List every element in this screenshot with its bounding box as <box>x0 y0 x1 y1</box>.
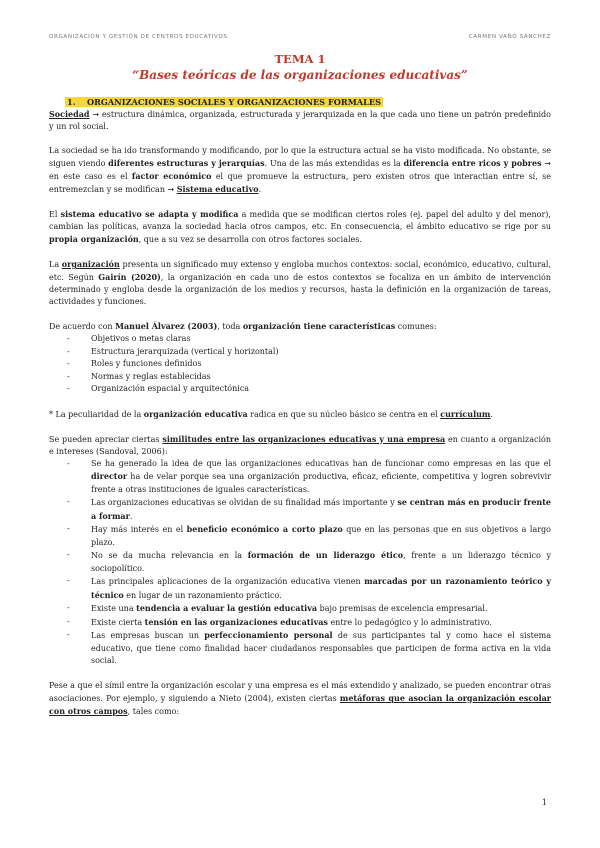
text-run: El <box>49 210 61 219</box>
text-run: . <box>129 511 133 521</box>
text-run: presenta un significado muy extenso y engloba muchos contextos: social, económico, educativo, cultural, etc. Según <box>49 260 552 282</box>
underlined-run: Sistema educativo <box>176 184 259 194</box>
running-header <box>49 34 551 40</box>
list-item <box>67 549 551 575</box>
list-item <box>67 575 551 602</box>
text-run: que en las personas que en sus objetivos a largo plazo. <box>91 525 551 547</box>
header-course-title: ORGANIZACIÓN Y GESTIÓN DE CENTROS EDUCATIVOS <box>49 34 228 40</box>
text-run: radica en que su núcleo básico se centra en el <box>247 409 441 419</box>
bold-run: organización tiene características <box>242 321 396 331</box>
text-run: . Una de las más extendidas es la <box>264 159 404 168</box>
similarities-list <box>49 458 551 668</box>
text-run: , frente a un liderazgo técnico y sociopolítico. <box>91 551 552 573</box>
text-run: Se ha generado la idea de que las organizaciones educativas han de funcionar como empresas en las que el <box>91 458 551 468</box>
list-item: - Normas y reglas establecidas <box>67 371 551 384</box>
section-heading <box>65 97 551 108</box>
text-run: , toda <box>217 322 243 331</box>
text-run: ha de velar porque sea una organización productiva, eficaz, eficiente, competitiva y logren sobrevivir frente a otras instituciones de iguales características. <box>91 472 551 494</box>
bold-run: se centran más en producir frente a formar <box>91 497 552 521</box>
page-number: 1 <box>541 798 547 807</box>
text-run: Existe cierta <box>91 617 145 627</box>
text-run: Las organizaciones educativas se olvidan de su finalidad más importante y <box>91 498 398 507</box>
bold-run: director <box>91 471 128 481</box>
text-run: en lugar de un razonamiento práctico. <box>123 590 282 600</box>
bold-run: beneficio económico a corto plazo <box>186 524 343 534</box>
bold-run: factor económico <box>131 171 212 181</box>
text-run: Las empresas buscan un <box>91 631 205 640</box>
bold-run: tensión en las organizaciones educativas <box>144 616 328 627</box>
paragraph-text: estructura dinámica, organizada, estructurada y jerarquizada en la que cada uno tiene un patrón predefinido y un rol social. <box>49 110 551 131</box>
section-heading-highlight <box>65 97 383 107</box>
list-item: - Estructura jerarquizada (vertical y horizontal) <box>67 346 551 359</box>
bold-run: formación de un liderazgo ético <box>247 550 404 560</box>
bold-run: sistema educativo se adapta y modifica <box>60 209 239 219</box>
paragraph-sociedad-transformacion <box>49 145 551 196</box>
arrow-glyph: ➞ <box>89 110 102 119</box>
characteristics-list <box>49 333 551 396</box>
list-item: - Objetivos o metas claras <box>67 333 551 346</box>
text-run: La <box>49 260 62 269</box>
list-item <box>67 602 551 616</box>
text-run: Pese a que el símil entre la organización escolar y una empresa es el más extendido y analizado, se pueden encontrar otras asociaciones. Por ejemplo, y siguiendo a Nieto (2004), existen ciertas <box>49 680 551 703</box>
bold-run: organización educativa <box>143 408 248 419</box>
underlined-run: metáforas que asocian la organización escolar con otros campos <box>49 692 552 716</box>
section-number: 1. <box>67 97 76 107</box>
paragraph-organizacion <box>49 258 551 308</box>
paragraph-caracteristicas <box>49 320 551 333</box>
header-author: CARMEN VAÑÓ SÁNCHEZ <box>468 34 551 40</box>
text-run: comunes: <box>395 322 437 331</box>
underlined-run: organización <box>61 259 120 269</box>
text-run: entre lo pedagógico y lo administrativo. <box>327 617 492 627</box>
text-run: a medida que se modifican ciertos roles (ej. papel del adulto y del menor), cambian las políticas, avanza la sociedad hacia otros campos, etc. En consecuencia, el ámbito educativo se rige por su <box>49 210 551 231</box>
text-run: * La peculiaridad de la <box>49 409 144 419</box>
text-run: Se pueden apreciar ciertas <box>49 434 163 444</box>
list-item <box>67 496 551 523</box>
paragraph-peculiaridad <box>49 408 551 421</box>
text-run: La sociedad se ha ido transformando y modificando, por lo que la estructura actual se ha visto modificada. No obstante, se siguen viendo <box>49 146 551 168</box>
bold-run: diferencia entre ricos y pobres <box>403 158 542 168</box>
bold-run: marcadas por un razonamiento teórico y técnico <box>91 576 551 600</box>
bold-run: tendencia a evaluar la gestión educativa <box>136 603 318 613</box>
bold-run: diferentes estructuras y jerarquías <box>108 158 265 168</box>
text-run: en cuanto a organización e intereses (Sandoval, 2006): <box>49 434 552 456</box>
page-title: TEMA 1 <box>274 52 326 66</box>
text-run: , que a su vez se desarrolla con otros factores sociales. <box>138 235 362 244</box>
paragraph-similitudes <box>49 433 551 458</box>
text-run: Las principales aplicaciones de la organización educativa vienen <box>91 577 365 586</box>
list-item: - Roles y funciones definidos <box>67 358 551 371</box>
text-run: , la organización en cada uno de estos contextos se focaliza en un ámbito de intervención determinado y engloba desde la organización de los medios y recursos, hasta la definición en la organización de tareas, actividades y funciones. <box>49 273 552 306</box>
list-item <box>67 458 551 497</box>
paragraph-sistema-educativo <box>49 208 551 246</box>
paragraph-sociedad <box>49 108 551 133</box>
term-sociedad: Sociedad <box>49 109 90 119</box>
list-item <box>67 523 551 549</box>
text-run: No se da mucha relevancia en la <box>91 551 248 560</box>
list-item: - Organización espacial y arquitectónica <box>67 383 551 396</box>
text-run: Hay más interés en el <box>91 525 187 534</box>
text-run: . <box>490 409 493 419</box>
text-run: de sus participantes tal y como hace el sistema educativo, que tiene como finalidad hacer ciudadanos responsables que participen de forma activa en la vida social. <box>91 631 551 665</box>
list-item <box>67 629 551 668</box>
bold-run: perfeccionamiento personal <box>204 630 333 640</box>
paragraph-metaforas <box>49 680 551 718</box>
bold-run: Gairín (2020) <box>98 272 161 282</box>
text-run: bajo premisas de excelencia empresarial. <box>317 604 488 613</box>
text-run: , tales como: <box>127 706 180 716</box>
text-run: De acuerdo con <box>49 322 116 331</box>
section-title: ORGANIZACIONES SOCIALES Y ORGANIZACIONES FORMALES <box>86 97 382 107</box>
bold-run: propia organización <box>49 234 139 244</box>
list-item <box>67 616 551 630</box>
text-run: el que promueve la estructura, pero existen otros que interactian entre sí, se entremezclan y se modifican ➞ <box>49 172 551 194</box>
underlined-run: similitudes entre las organizaciones educativas y una empresa <box>162 433 446 444</box>
underlined-run: currículum <box>440 408 491 419</box>
text-run: Existe una <box>91 604 137 613</box>
text-run: ➞ en este caso es el <box>49 159 552 181</box>
bold-run: Manuel Álvarez (2003) <box>115 321 218 331</box>
page-subtitle: “Bases teóricas de las organizaciones educativas” <box>132 68 468 82</box>
text-run: . <box>258 185 262 194</box>
